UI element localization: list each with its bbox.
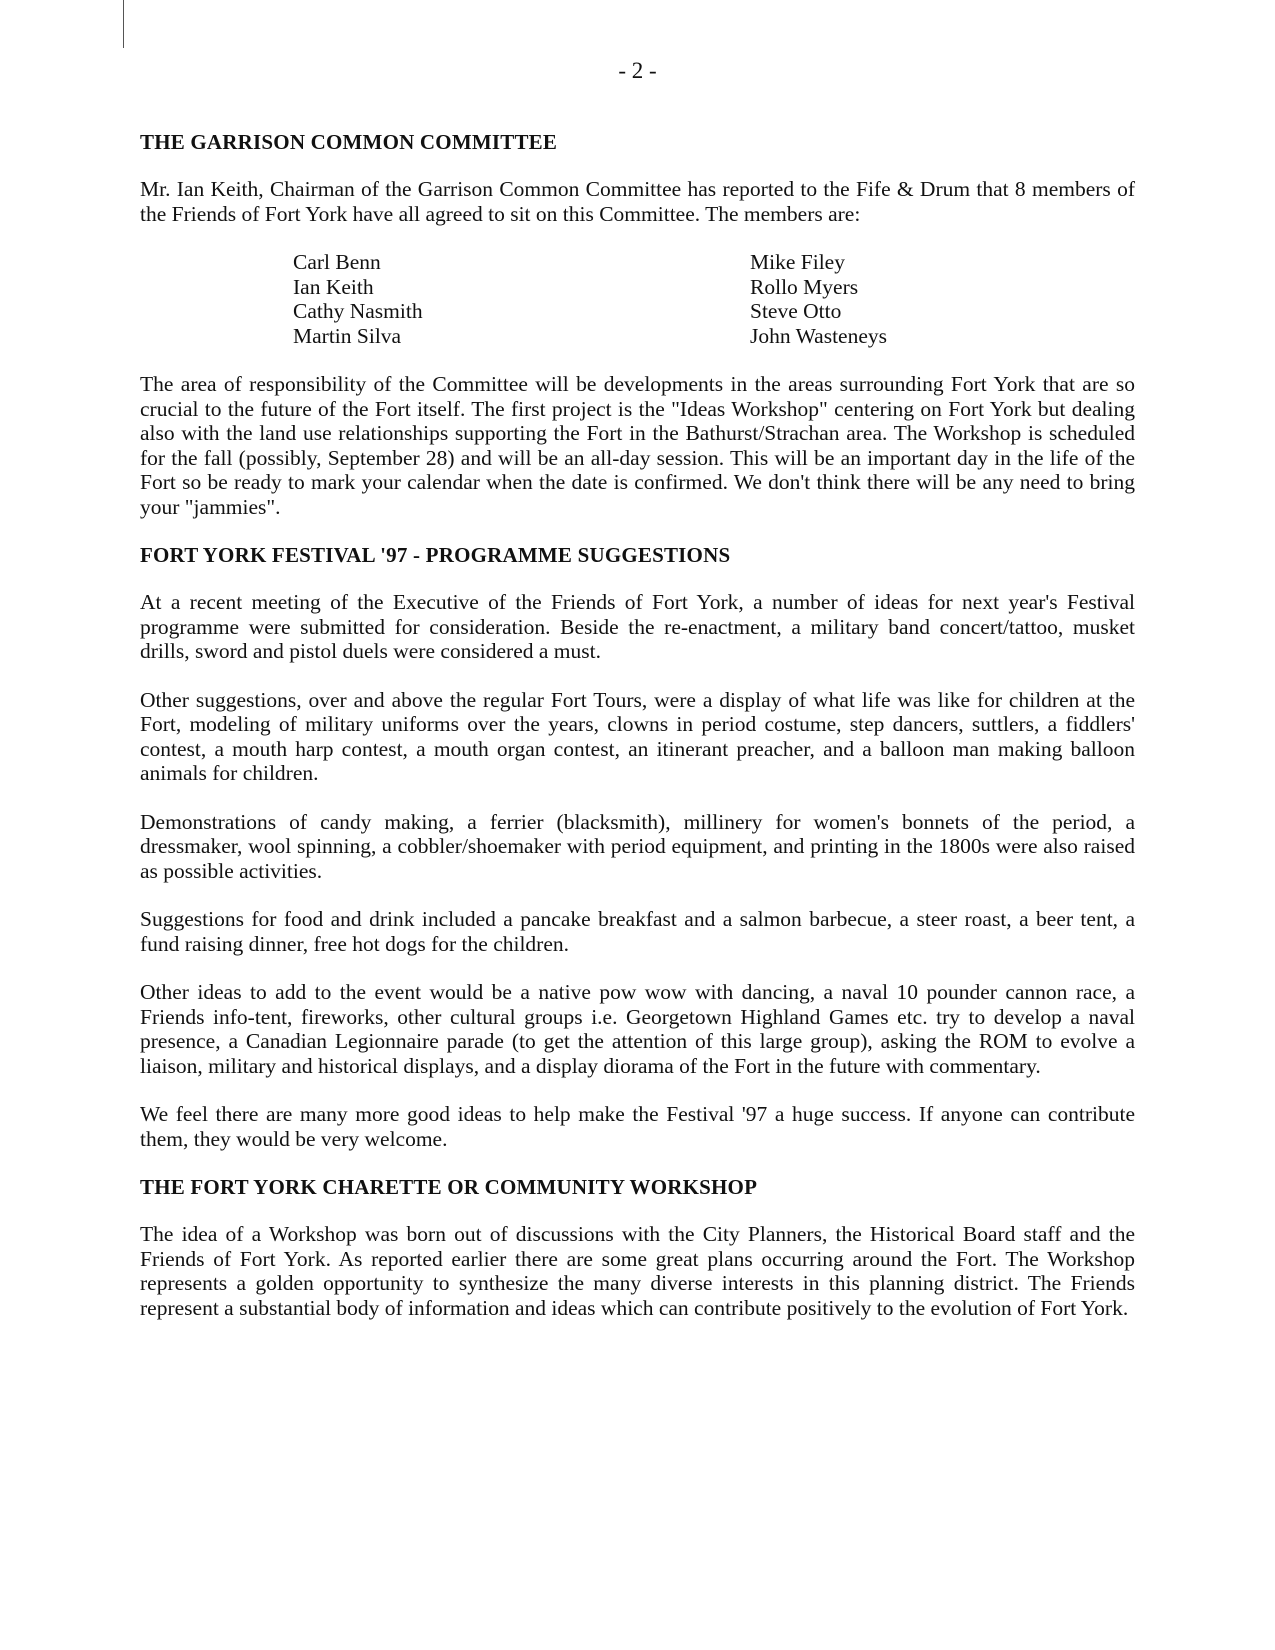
member-name: Carl Benn — [293, 250, 381, 274]
section-heading-garrison: THE GARRISON COMMON COMMITTEE — [140, 130, 558, 154]
section-heading-charette: THE FORT YORK CHARETTE OR COMMUNITY WORKSHOP — [140, 1175, 758, 1199]
member-column-right — [750, 250, 887, 348]
festival-paragraph: Other suggestions, over and above the regular Fort Tours, were a display of what life was like for children at the Fort, modeling of military uniforms over the years, clowns in period costume, step dancers, suttlers, a fiddlers' contest, a mouth harp contest, a mouth organ contest, an itinerant preacher, and a balloon man making balloon animals for children. — [140, 687, 1135, 785]
page-number: - 2 - — [618, 58, 657, 83]
member-name: Rollo Myers — [750, 274, 859, 299]
member-name: Ian Keith — [293, 274, 374, 299]
member-name: John Wasteneys — [750, 323, 888, 348]
section-charette-workshop — [140, 1175, 1135, 1320]
festival-paragraph: We feel there are many more good ideas to help make the Festival '97 a huge success. If anyone can contribute them, they would be very welcome. — [140, 1102, 1135, 1151]
festival-paragraph: Demonstrations of candy making, a ferrier (blacksmith), millinery for women's bonnets of the period, a dressmaker, wool spinning, a cobbler/shoemaker with period equipment, and printing in the 1800s were also raised as possible activities. — [140, 809, 1135, 883]
garrison-responsibility-paragraph: The area of responsibility of the Committee will be developments in the areas surrounding Fort York that are so crucial to the future of the Fort itself. The first project is the "Ideas Workshop" centering on Fort York but dealing also with the land use relationships supporting the Fort in the Bathurst/Strachan area. The Workshop is scheduled for the fall (possibly, September 28) and will be an all-day session. This will be an important day in the life of the Fort so be ready to mark your calendar when the date is confirmed. We don't think there will be any need to bring your "jammies". — [140, 372, 1135, 519]
festival-paragraph: Other ideas to add to the event would be a native pow wow with dancing, a naval 10 pounder cannon race, a Friends info-tent, fireworks, other cultural groups i.e. Georgetown Highland Games etc. try to develop a naval presence, a Canadian Legionnaire parade (to get the attention of this large group), asking the ROM to evolve a liaison, military and historical displays, and a display diorama of the Fort in the future with commentary. — [140, 980, 1135, 1078]
section-festival-97 — [140, 543, 1135, 1151]
member-name: Martin Silva — [293, 323, 402, 348]
section-garrison-committee — [140, 130, 1135, 519]
member-name: Cathy Nasmith — [293, 299, 423, 323]
festival-paragraph: At a recent meeting of the Executive of the Friends of Fort York, a number of ideas for next year's Festival programme were submitted for consideration. Beside the re-enactment, a military band concert/tattoo, musket drills, sword and pistol duels were considered a must. — [140, 590, 1135, 663]
document-body — [140, 130, 1135, 1320]
scan-edge-mark — [123, 0, 124, 48]
member-name: Steve Otto — [750, 299, 842, 323]
member-column-left — [293, 250, 750, 348]
section-heading-festival: FORT YORK FESTIVAL '97 - PROGRAMME SUGGESTIONS — [140, 543, 731, 567]
member-list — [293, 250, 1135, 348]
member-name: Mike Filey — [750, 250, 845, 274]
festival-paragraph: Suggestions for food and drink included a pancake breakfast and a salmon barbecue, a steer roast, a beer tent, a fund raising dinner, free hot dogs for the children. — [140, 907, 1135, 956]
charette-paragraph: The idea of a Workshop was born out of discussions with the City Planners, the Historical Board staff and the Friends of Fort York. As reported earlier there are some great plans occurring around the Fort. The Workshop represents a golden opportunity to synthesize the many diverse interests in this planning district. The Friends represent a substantial body of information and ideas which can contribute positively to the evolution of Fort York. — [140, 1222, 1135, 1320]
garrison-intro-paragraph: Mr. Ian Keith, Chairman of the Garrison Common Committee has reported to the Fife & Drum that 8 members of the Friends of Fort York have all agreed to sit on this Committee. The members are: — [140, 177, 1135, 226]
